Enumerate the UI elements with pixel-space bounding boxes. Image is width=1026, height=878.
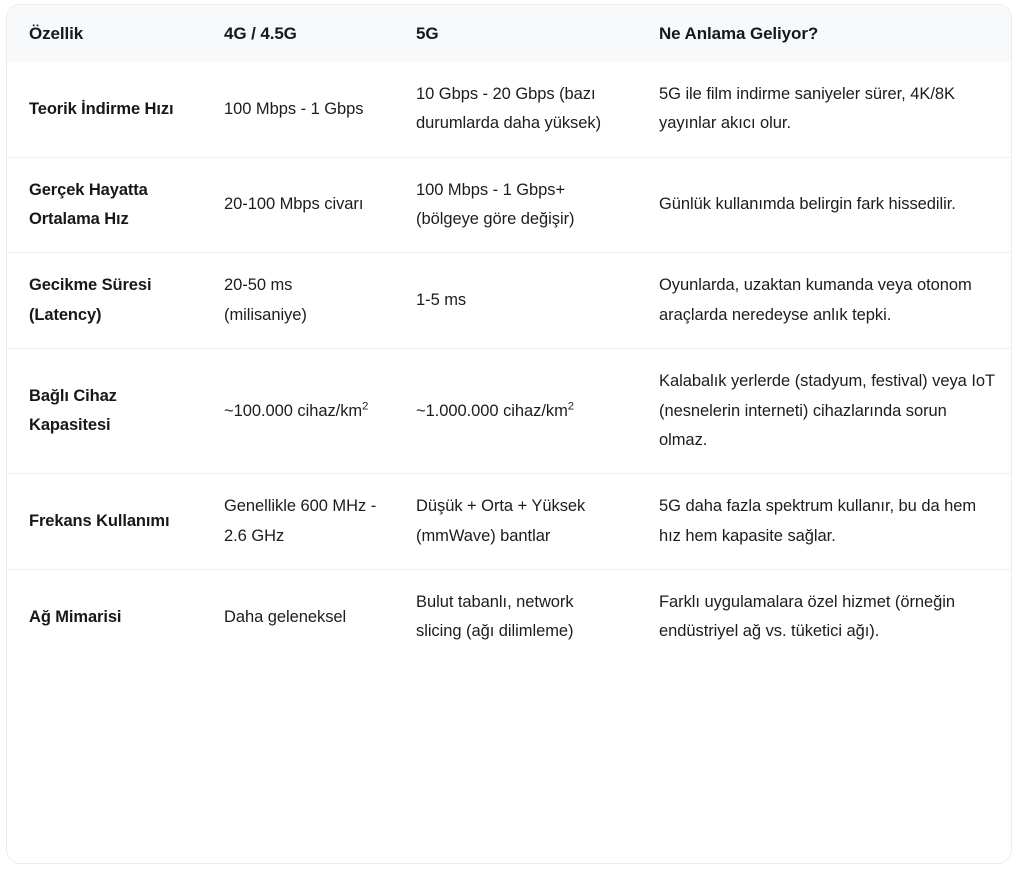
table-row	[7, 474, 1012, 570]
cell-5g: ~1.000.000 cihaz/$km^2$	[416, 400, 574, 420]
table-body	[7, 62, 1012, 665]
column-header-meaning: Ne Anlama Geliyor?	[659, 23, 819, 43]
table-row	[7, 62, 1012, 157]
column-header-feature: Özellik	[29, 23, 84, 43]
comparison-table-card	[6, 4, 1012, 864]
cell-4g: ~100.000 cihaz/$km^2$	[224, 400, 369, 420]
cell-5g: 1-5 ms	[416, 291, 467, 310]
superscript-two: 2	[362, 400, 369, 413]
cell-meaning: Farklı uygulamalara özel hizmet (örneğin endüstriyel ağ vs. tüketici ağı).	[659, 592, 956, 641]
column-header-5g: 5G	[416, 23, 439, 43]
cell-5g: 10 Gbps - 20 Gbps (bazı durumlarda daha yüksek)	[416, 85, 602, 133]
table-row	[7, 349, 1012, 474]
column-header-4g: 4G / 4.5G	[224, 23, 297, 43]
table-header	[7, 5, 1012, 62]
cell-4g: Genellikle 600 MHz - 2.6 GHz	[224, 497, 377, 545]
4g-5g-comparison-table	[7, 5, 1012, 665]
cell-4g: 20-100 Mbps civarı	[224, 195, 364, 214]
cell-5g: Düşük + Orta + Yüksek (mmWave) bantlar	[416, 497, 586, 545]
cell-meaning: 5G ile film indirme saniyeler sürer, 4K/8K yayınlar akıcı olur.	[659, 85, 955, 133]
cell-4g: Daha geleneksel	[224, 607, 347, 626]
cell-feature: Frekans Kullanımı	[29, 511, 170, 530]
cell-5g: 100 Mbps - 1 Gbps+ (bölgeye göre değişir)	[416, 180, 575, 229]
cell-feature: Bağlı Cihaz Kapasitesi	[29, 386, 117, 435]
cell-feature: Gerçek Hayatta Ortalama Hız	[29, 180, 148, 229]
superscript-two: 2	[567, 400, 574, 413]
cell-meaning: 5G daha fazla spektrum kullanır, bu da hem hız hem kapasite sağlar.	[659, 497, 977, 545]
table-row	[7, 157, 1012, 253]
cell-meaning: Günlük kullanımda belirgin fark hissedilir.	[659, 195, 956, 214]
cell-feature: Gecikme Süresi (Latency)	[29, 276, 152, 324]
cell-5g: Bulut tabanlı, network slicing (ağı dilimleme)	[416, 592, 574, 641]
cell-4g: 100 Mbps - 1 Gbps	[224, 99, 364, 118]
cell-4g: 20-50 ms (milisaniye)	[224, 276, 307, 324]
table-header-row	[7, 5, 1012, 62]
table-row	[7, 253, 1012, 349]
cell-feature: Ağ Mimarisi	[29, 607, 122, 626]
table-row	[7, 569, 1012, 664]
cell-feature: Teorik İndirme Hızı	[29, 99, 174, 118]
cell-meaning: Oyunlarda, uzaktan kumanda veya otonom araçlarda neredeyse anlık tepki.	[659, 276, 972, 324]
cell-meaning: Kalabalık yerlerde (stadyum, festival) veya IoT (nesnelerin interneti) cihazlarında sorun olmaz.	[659, 372, 995, 449]
